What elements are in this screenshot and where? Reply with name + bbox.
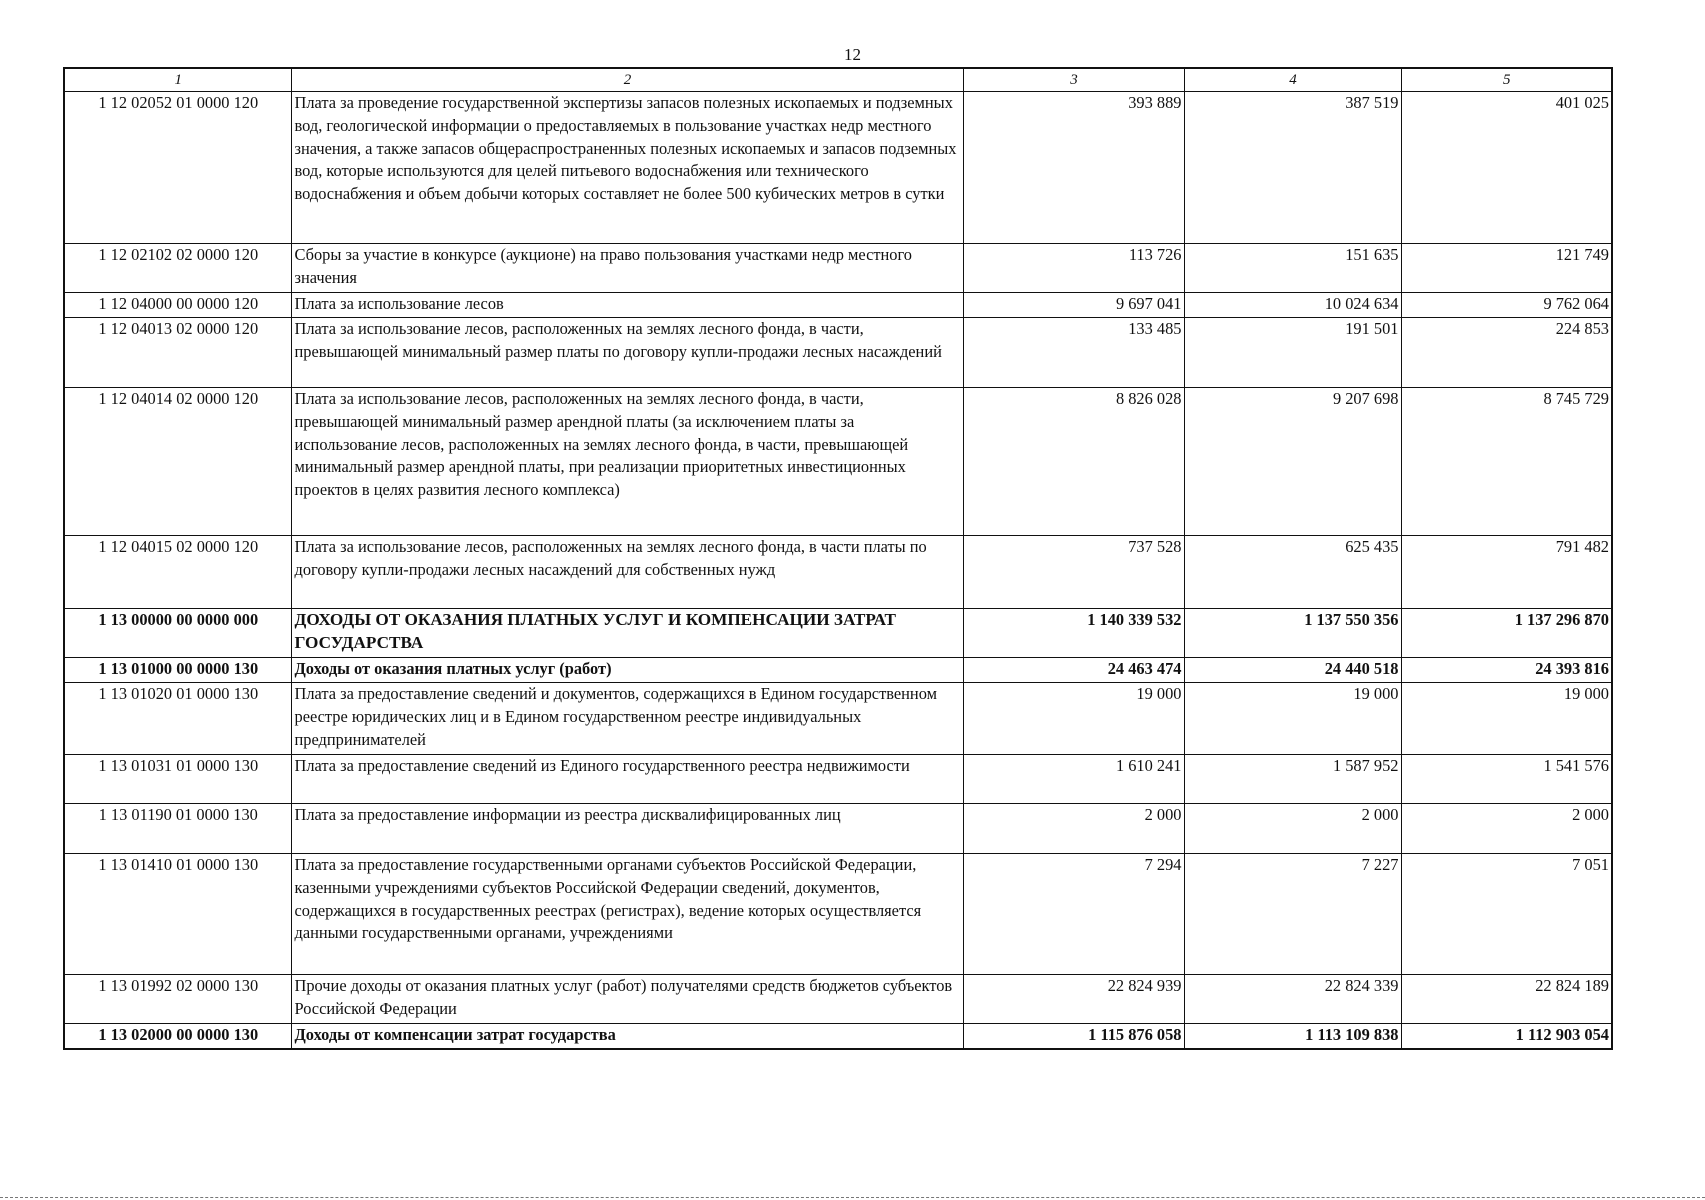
value-col-3: 1 610 241 [963,755,1184,804]
column-header-2: 2 [291,68,963,92]
value-col-5: 1 541 576 [1401,755,1612,804]
table-row [64,244,1612,293]
value-col-4: 2 000 [1184,804,1401,854]
revenue-name: Плата за проведение государственной экспертизы запасов полезных ископаемых и подземных вод, геологической информации о предоставляемых в пользование участках недр местного значения, а также запасов общераспространенных полезных ископаемых и запасов подземных вод, которые используются для целей питьевого водоснабжения или технического водоснабжения и объем добычи которых составляет не более 500 кубических метров в сутки [291,92,963,244]
table-row [64,536,1612,609]
budget-code: 1 13 00000 00 0000 000 [64,609,291,658]
table-row [64,293,1612,318]
table-row [64,1024,1612,1049]
value-col-3: 9 697 041 [963,293,1184,318]
table-row [64,92,1612,244]
revenue-name: ДОХОДЫ ОТ ОКАЗАНИЯ ПЛАТНЫХ УСЛУГ И КОМПЕНСАЦИИ ЗАТРАТ ГОСУДАРСТВА [291,609,963,658]
column-header-1: 1 [64,68,291,92]
value-col-5: 1 137 296 870 [1401,609,1612,658]
revenue-name: Плата за использование лесов, расположенных на землях лесного фонда, в части, превышающей минимальный размер платы по договору купли-продажи лесных насаждений [291,318,963,388]
budget-code: 1 13 01992 02 0000 130 [64,975,291,1024]
value-col-4: 7 227 [1184,854,1401,975]
value-col-3: 2 000 [963,804,1184,854]
budget-code: 1 13 01190 01 0000 130 [64,804,291,854]
value-col-3: 24 463 474 [963,658,1184,683]
value-col-3: 8 826 028 [963,388,1184,536]
budget-code: 1 13 01000 00 0000 130 [64,658,291,683]
value-col-4: 22 824 339 [1184,975,1401,1024]
value-col-3: 133 485 [963,318,1184,388]
revenue-name: Плата за использование лесов, расположенных на землях лесного фонда, в части, превышающей минимальный размер арендной платы (за исключением платы за использование лесов, расположенных на землях лесного фонда, в части, превышающей минимальный размер арендной платы, при реализации приоритетных инвестиционных проектов в целях развития лесного комплекса) [291,388,963,536]
revenue-table [63,67,1613,1050]
value-col-5: 24 393 816 [1401,658,1612,683]
revenue-name: Плата за использование лесов, расположенных на землях лесного фонда, в части платы по договору купли-продажи лесных насаждений для собственных нужд [291,536,963,609]
budget-code: 1 12 02102 02 0000 120 [64,244,291,293]
table-row [64,975,1612,1024]
table-row [64,318,1612,388]
value-col-3: 1 115 876 058 [963,1024,1184,1049]
revenue-name: Плата за предоставление сведений и документов, содержащихся в Едином государственном реестре юридических лиц и в Едином государственном реестре индивидуальных предпринимателей [291,683,963,755]
value-col-4: 19 000 [1184,683,1401,755]
value-col-5: 791 482 [1401,536,1612,609]
table-header [64,68,1612,92]
revenue-name: Сборы за участие в конкурсе (аукционе) на право пользования участками недр местного значения [291,244,963,293]
budget-code: 1 13 01031 01 0000 130 [64,755,291,804]
budget-code: 1 12 04013 02 0000 120 [64,318,291,388]
value-col-5: 1 112 903 054 [1401,1024,1612,1049]
column-header-3: 3 [963,68,1184,92]
value-col-4: 1 113 109 838 [1184,1024,1401,1049]
value-col-5: 2 000 [1401,804,1612,854]
value-col-5: 22 824 189 [1401,975,1612,1024]
table-row [64,658,1612,683]
value-col-5: 7 051 [1401,854,1612,975]
budget-code: 1 12 04014 02 0000 120 [64,388,291,536]
value-col-4: 191 501 [1184,318,1401,388]
table-body [64,92,1612,1049]
revenue-name: Плата за использование лесов [291,293,963,318]
value-col-4: 151 635 [1184,244,1401,293]
table-row [64,755,1612,804]
value-col-3: 393 889 [963,92,1184,244]
table-row [64,804,1612,854]
revenue-name: Плата за предоставление информации из реестра дисквалифицированных лиц [291,804,963,854]
value-col-4: 387 519 [1184,92,1401,244]
value-col-3: 22 824 939 [963,975,1184,1024]
revenue-name: Плата за предоставление сведений из Единого государственного реестра недвижимости [291,755,963,804]
value-col-5: 121 749 [1401,244,1612,293]
table-row [64,388,1612,536]
value-col-4: 10 024 634 [1184,293,1401,318]
value-col-4: 625 435 [1184,536,1401,609]
value-col-3: 1 140 339 532 [963,609,1184,658]
revenue-name: Плата за предоставление государственными органами субъектов Российской Федерации, казенными учреждениями субъектов Российской Федерации сведений, документов, содержащихся в государственных реестрах (регистрах), ведение которых осуществляется данными государственными органами, учреждениями [291,854,963,975]
value-col-5: 401 025 [1401,92,1612,244]
column-header-4: 4 [1184,68,1401,92]
value-col-5: 8 745 729 [1401,388,1612,536]
table-row [64,854,1612,975]
budget-code: 1 13 01410 01 0000 130 [64,854,291,975]
budget-code: 1 12 04000 00 0000 120 [64,293,291,318]
value-col-4: 9 207 698 [1184,388,1401,536]
column-header-5: 5 [1401,68,1612,92]
budget-code: 1 12 04015 02 0000 120 [64,536,291,609]
value-col-4: 24 440 518 [1184,658,1401,683]
value-col-5: 19 000 [1401,683,1612,755]
value-col-3: 7 294 [963,854,1184,975]
value-col-5: 224 853 [1401,318,1612,388]
page-number: 12 [844,45,861,64]
value-col-5: 9 762 064 [1401,293,1612,318]
table-row [64,683,1612,755]
budget-code: 1 13 02000 00 0000 130 [64,1024,291,1049]
budget-code: 1 12 02052 01 0000 120 [64,92,291,244]
revenue-name: Прочие доходы от оказания платных услуг (работ) получателями средств бюджетов субъектов Российской Федерации [291,975,963,1024]
revenue-name: Доходы от оказания платных услуг (работ) [291,658,963,683]
value-col-3: 113 726 [963,244,1184,293]
table-row [64,609,1612,658]
value-col-4: 1 137 550 356 [1184,609,1401,658]
revenue-name: Доходы от компенсации затрат государства [291,1024,963,1049]
value-col-3: 737 528 [963,536,1184,609]
budget-code: 1 13 01020 01 0000 130 [64,683,291,755]
value-col-3: 19 000 [963,683,1184,755]
value-col-4: 1 587 952 [1184,755,1401,804]
